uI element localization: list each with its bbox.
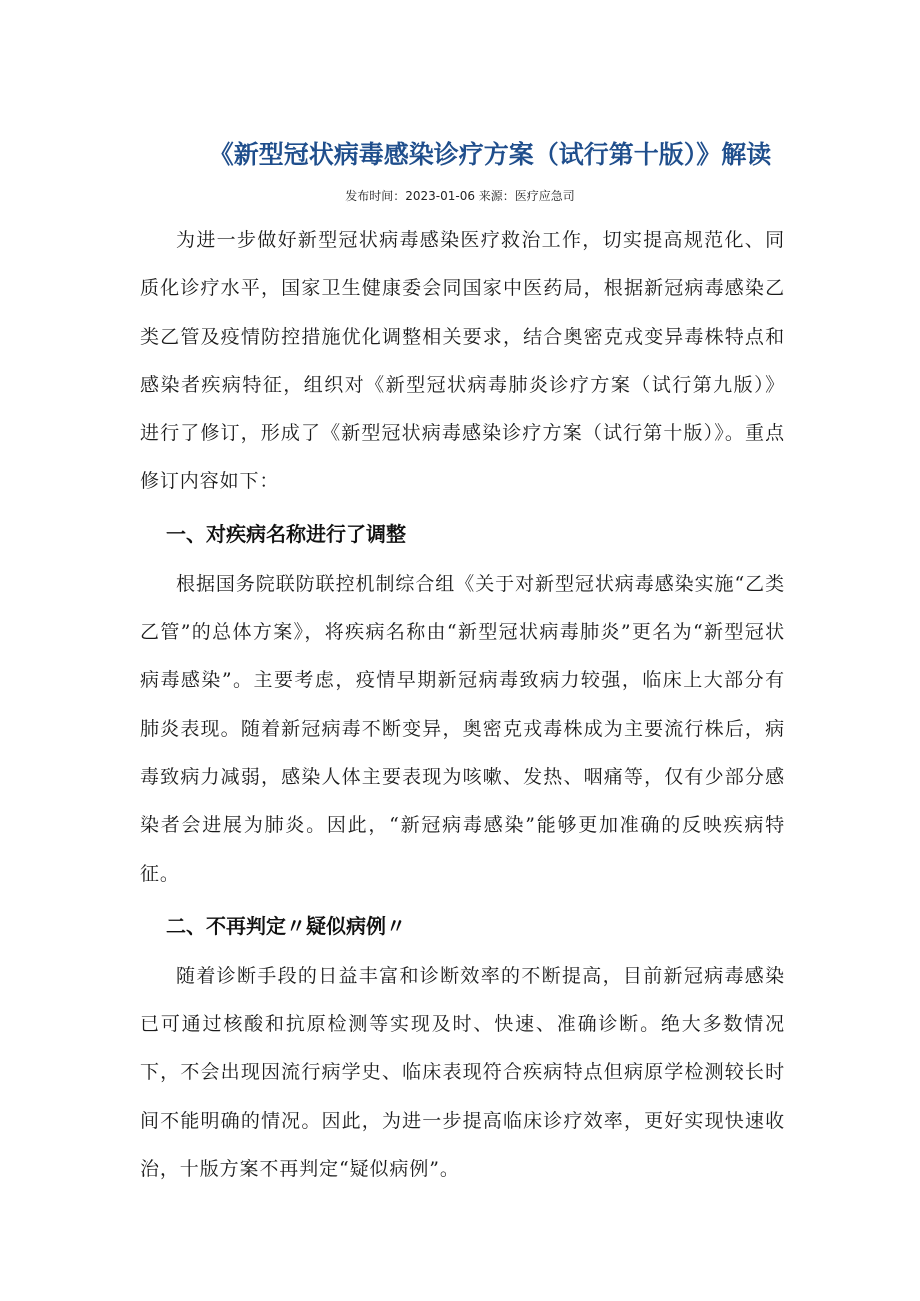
publish-info: 发布时间：2023-01-06 来源：医疗应急司 xyxy=(345,189,575,203)
section-heading-2: 二、不再判定〃疑似病例〃 xyxy=(166,913,406,938)
section-body-2: 随着诊断手段的日益丰富和诊断效率的不断提高，目前新冠病毒感染已可通过核酸和抗原检测等实现及时、快速、准确诊断。绝大多数情况下，不会出现因流行病学史、临床表现符合疾病特点但病原学检测较长时间不能明确的情况。因此，为进一步提高临床诊疗效率，更好实现快速收治，十版方案不再判定“疑似病例”。 xyxy=(140,964,785,1181)
intro-paragraph: 为进一步做好新型冠状病毒感染医疗救治工作，切实提高规范化、同质化诊疗水平，国家卫生健康委会同国家中医药局，根据新冠病毒感染乙类乙管及疫情防控措施优化调整相关要求，结合奥密克戎变异毒株特点和感染者疾病特征，组织对《新型冠状病毒肺炎诊疗方案（试行第九版）》进行了修订，形成了《新型冠状病毒感染诊疗方案（试行第十版）》。重点修订内容如下： xyxy=(140,229,785,493)
section-heading-1: 一、对疾病名称进行了调整 xyxy=(166,521,406,546)
document-title: 《新型冠状病毒感染诊疗方案（试行第十版）》解读 xyxy=(208,139,772,169)
document-body xyxy=(140,216,785,1193)
section-body-1: 根据国务院联防联控机制综合组《关于对新型冠状病毒感染实施“乙类乙管”的总体方案》，将疾病名称由“新型冠状病毒肺炎”更名为“新型冠状病毒感染”。主要考虑，疫情早期新冠病毒致病力较强，临床上大部分有肺炎表现。随着新冠病毒不断变异，奥密克戎毒株成为主要流行株后，病毒致病力减弱，感染人体主要表现为咳嗽、发热、咽痛等，仅有少部分感染者会进展为肺炎。因此，“新冠病毒感染”能够更加准确的反映疾病特征。 xyxy=(140,572,785,885)
